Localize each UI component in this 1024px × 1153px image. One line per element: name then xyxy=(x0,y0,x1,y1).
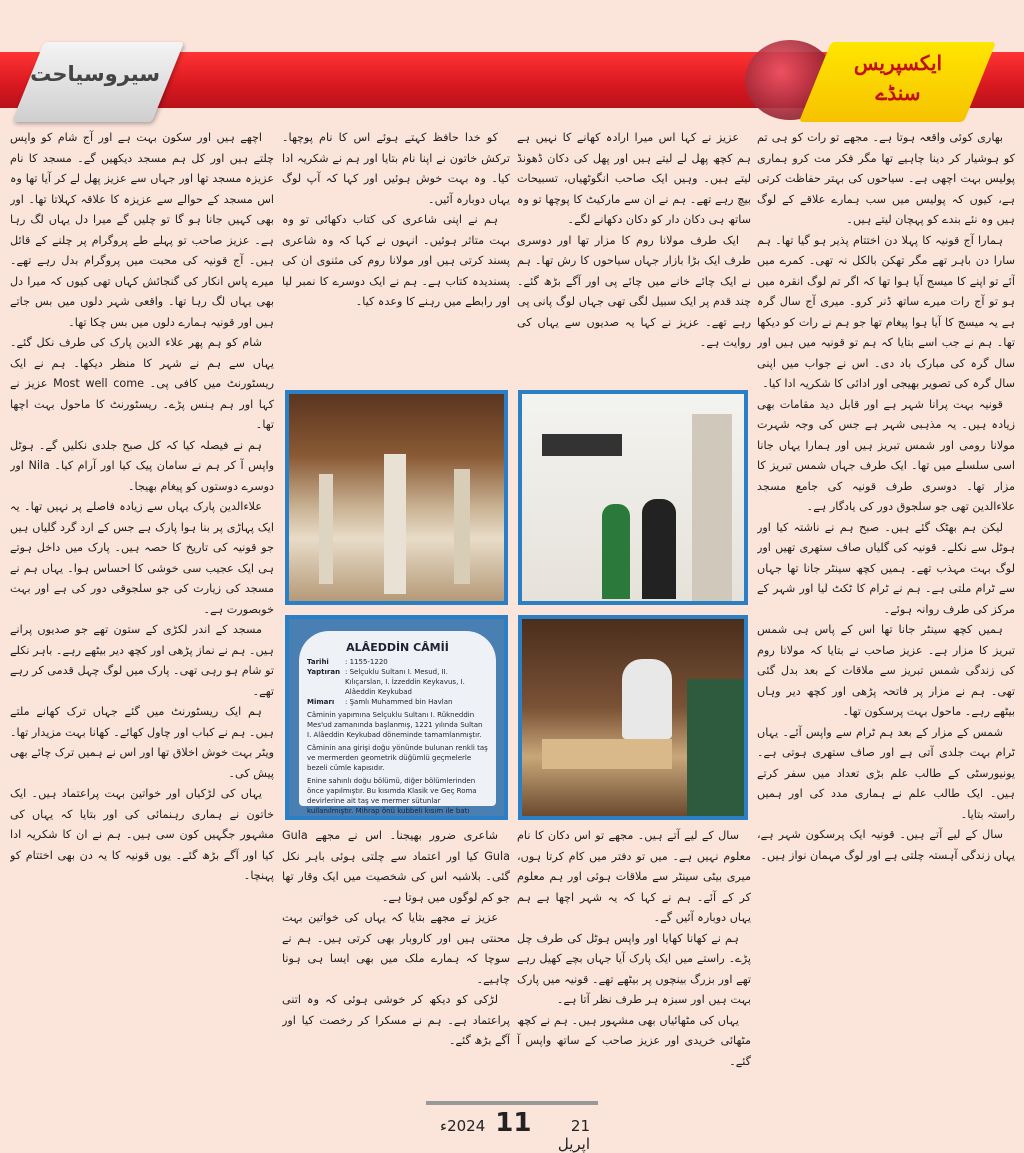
paragraph: عزیز نے مجھے بتایا کہ یہاں کی خواتین بہت محنتی ہیں اور کاروبار بھی کرتی ہیں۔ ہم نے سوچا کہ ہمارے ملک میں بھی ایسا ہی ہونا چاہیے۔ xyxy=(282,911,510,986)
paragraph: شاعری ضرور بھیجنا۔ اس نے مجھے Gula Gula کیا اور اعتماد سے چلتی ہوئی باہر نکل گئی۔ بلاشبہ اس کی شخصیت میں ایک وقار تھا جو کم لوگوں میں ہوتا ہے۔ xyxy=(282,829,510,904)
sign-paragraph: Câminin yapımına Selçuklu Sultanı I. Rükneddin Mes'ud zamanında başlanmış, 1221 yılında Sultan I. Alâeddin Keykubad döneminde tamamlanmıştır. xyxy=(307,711,483,739)
sign-label: Tarihi xyxy=(307,658,329,666)
paragraph: علاءالدین پارک یہاں سے زیادہ فاصلے پر نہیں تھا۔ یہ ایک پہاڑی پر بنا ہوا پارک ہے جس کے ارد گرد گلیاں ہیں جو قونیہ کی تاریخ کا حصہ ہیں۔ پارک میں داخل ہوتے ہی ایک عجیب سی خوشی کا احساس ہوا۔ یہاں ہم نے مسجد کی زیارت کی جو سلجوقی دور کی ہے اور بہت خوبصورت ہے۔ xyxy=(10,500,274,616)
photo-mosque-sign xyxy=(285,615,508,820)
photo-restaurant xyxy=(518,615,748,820)
paragraph: ہم نے فیصلہ کیا کہ کل صبح جلدی نکلیں گے۔ ہوٹل واپس آ کر ہم نے سامان پیک کیا اور آرام کیا۔ Nila اور دوسرے دوستوں کو پیغام بھیجا۔ xyxy=(10,438,274,493)
article-column-4 xyxy=(10,128,274,1088)
paragraph: ہمیں کچھ سینٹر جانا تھا اس کے پاس ہی شمس تبریز کا مزار ہے۔ عزیز صاحب نے بتایا کہ مولانا روم کی زندگی شمس تبریز سے ملاقات کے بعد بدل گئی تھی۔ ہم نے مزار پر فاتحہ پڑھی اور کچھ دیر وہاں بیٹھے رہے۔ ماحول بہت پرسکون تھا۔ xyxy=(757,623,1015,718)
paragraph: لڑکی کو دیکھ کر خوشی ہوئی کہ وہ اتنی پراعتماد ہے۔ ہم نے مسکرا کر رخصت کیا اور آگے بڑھ گئے۔ xyxy=(282,993,510,1047)
sign-title: ALÂEDDİN CÂMİİ xyxy=(346,641,449,654)
logo: ایکسپریس سنڈے xyxy=(853,51,943,105)
paragraph: اچھے ہیں اور سکون بہت ہے اور آج شام کو واپس چلتے ہیں اور کل ہم مسجد دیکھیں گے۔ مسجد کا نام عزیزہ مسجد تھا اور جہاں سے عزیز پھل لے کر آیا تھا وہ اس مسجد کے حوالے سے عزیزہ کا علاقہ کہلاتا تھا۔ اور بھی کہیں جانا ہو گا تو چلیں گے میرا دل یہاں لگ رہا ہے۔ عزیز صاحب تو پہلے طے پروگرام پر چلنے کے قائل ہیں۔ آج قونیہ کی محبت میں پروگرام بدل رہے تھے۔ میرے پاس انکار کی گنجائش کہاں تھی کیوں کہ میرا دل بھی یہاں لگ رہا تھا۔ واقعی شہر دلوں میں بس جاتے ہیں اور قونیہ ہمارے دلوں میں بس چکا تھا۔ xyxy=(10,131,274,329)
footer-date: 21 اپریل xyxy=(557,1117,590,1153)
paragraph: ہمارا آج قونیہ کا پہلا دن اختتام پذیر ہو گیا تھا۔ ہم سارا دن باہر تھے مگر تھکن بالکل نہ تھی۔ کمرے میں آئے تو اپنے کا میسج آیا ہوا تھا کہ اگر تم لوگ انقرہ میں ہو تو آج رات میرے ساتھ ڈنر کرو۔ میری آج سال گرہ ہے یہ میسج کا آیا ہوا پیغام تھا جو ہم نے رات کو دیکھا تھا۔ ہم نے جب اسے بتایا کہ ہم تو قونیہ میں ہیں اور سال گرہ کی مبارک باد دی۔ اس نے جواب میں اپنی سال گرہ کی تصویر بھیجی اور ادائی کا شکریہ ادا کیا۔ xyxy=(757,233,1015,390)
sign-label: Yaptıran xyxy=(307,668,341,676)
paragraph: قونیہ بہت پرانا شہر ہے اور قابل دید مقامات بھی زیادہ ہیں۔ یہ مذہبی شہر ہے جس کی وجہ شہرت مولانا رومی اور شمس تبریز ہیں اور ہمارا یہاں جانا اسی سلسلے میں تھا۔ ایک طرف جہاں شمس تبریز کا مزار تھا۔ دوسری طرف قونیہ کی جامع مسجد علاءالدین تھی جو سلجوق دور کی یادگار ہے۔ xyxy=(757,397,1015,513)
paragraph: ہم ایک ریسٹورنٹ میں گئے جہاں ترک کھانے ملتے ہیں۔ ہم نے کباب اور چاول کھائے۔ کھانا بہت مزیدار تھا۔ ویٹر بہت خوش اخلاق تھا اور اس نے ہمیں ترک چائے بھی پیش کی۔ xyxy=(10,705,274,780)
sign-label: Mimarı xyxy=(307,698,335,706)
paragraph: ایک طرف مولانا روم کا مزار تھا اور دوسری طرف ایک بڑا بازار جہاں سیاحوں کا رش تھا۔ ہم نے ایک چائے خانے میں چائے پی اور آگے بڑھ گئے۔ چند قدم پر ایک سبیل لگی تھی جہاں لوگ پانی پی رہے تھے۔ عزیز نے کہا یہ صدیوں سے یہاں کی روایت ہے۔ xyxy=(517,233,751,349)
mosque-info-sign xyxy=(299,631,496,815)
paragraph: سال کے لیے آتے ہیں۔ مجھے تو اس دکان کا نام معلوم نہیں ہے۔ میں تو دفتر میں کام کرتا ہوں، میری بیٹی سینٹر سے ملاقات ہوئی اور ہم معلوم کر کے آئے۔ ہم نے کہا کہ یہ شہر اچھا ہے ہم یہاں دوبارہ آئیں گے۔ xyxy=(517,829,751,924)
sign-value: : 1155-1220 xyxy=(345,658,388,666)
paragraph: بھاری کوئی واقعہ ہوتا ہے۔ مجھے تو رات کو ہی تم کو ہوشیار کر دینا چاہیے تھا مگر فکر مت کرو ہماری پولیس بہت اچھی ہے۔ سیاحوں کی بہتر حفاظت کرتی ہے، کیوں کہ پولیس میں سب ہمارے علاقے کے لوگ ہیں وہ نئے بندے کو پہچان لیتے ہیں۔ xyxy=(757,131,1015,226)
photo-dervish-museum xyxy=(518,390,748,605)
sign-paragraph: Câminin ana girişi doğu yönünde bulunan renkli taş ve mermerden geometrik düğümlü geçmelerle bezeli cümle kapısıdır. xyxy=(307,744,488,772)
paragraph: ہم نے اپنی شاعری کی کتاب دکھائی تو وہ بہت متاثر ہوئیں۔ انہوں نے کہا کہ وہ شاعری پسند کرتی ہیں اور مولانا روم کی مثنوی ان کی پسندیدہ کتاب ہے۔ ہم نے ایک دوسرے کا نمبر لیا اور رابطے میں رہنے کا وعدہ کیا۔ xyxy=(282,213,510,308)
sign-value: : Şamlı Muhammed bin Havlan xyxy=(345,698,453,706)
paragraph: کو خدا حافظ کہتے ہوئے اس کا نام پوچھا۔ ترکش خاتون نے اپنا نام بتایا اور ہم نے شکریہ ادا کیا۔ وہ بہت خوش ہوئیں اور کہا کہ آپ لوگ یہاں دوبارہ آئیں۔ xyxy=(282,131,510,206)
sign-row xyxy=(307,667,488,697)
sign-value: : Selçuklu Sultanı I. Mesud, II. Kılıçarslan, I. İzzeddin Keykavus, I. Alâeddin Keykubad xyxy=(345,668,465,696)
article-column-2-top xyxy=(517,128,751,386)
paragraph: شمس کے مزار کے بعد ہم ٹرام سے واپس آئے۔ یہاں ٹرام بہت جلدی آتی ہے اور صاف ستھری ہوتی ہے۔ یونیورسٹی کے طالب علم بڑی تعداد میں سفر کرتے ہیں۔ ایک طالب علم نے ہماری مدد کی اور ہمیں راستہ بتایا۔ xyxy=(757,725,1015,821)
footer-rule xyxy=(426,1101,598,1105)
paragraph: شام کو ہم پھر علاء الدین پارک کی طرف نکل گئے۔ یہاں سے ہم نے شہر کا منظر دیکھا۔ ہم نے ایک ریسٹورنٹ میں کافی پی۔ Most well come عزیز نے کہا اور ہم ہنس پڑے۔ ریسٹورنٹ کا ماحول بہت اچھا تھا۔ xyxy=(10,336,274,431)
article-column-1 xyxy=(757,128,1015,1088)
article-column-3-bottom xyxy=(282,826,510,1088)
footer-year: 2024ء xyxy=(440,1117,486,1135)
paragraph: سال کے لیے آتے ہیں۔ قونیہ ایک پرسکون شہر ہے، یہاں زندگی آہستہ چلتی ہے اور لوگ مہمان نواز ہیں۔ xyxy=(757,828,1015,862)
paragraph: لیکن ہم بھٹک گئے ہیں۔ صبح ہم نے ناشتہ کیا اور ہوٹل سے نکلے۔ قونیہ کی گلیاں صاف ستھری تھیں اور لوگ بہت مہذب تھے۔ ہمیں کچھ سینٹر جانا تھا جہاں سے ٹرام ملتی ہے۔ ہم نے ٹرام کا ٹکٹ لیا اور شہر کے مرکز کی طرف روانہ ہوئے۔ xyxy=(757,520,1015,616)
sign-paragraph: Enine sahınlı doğu bölümü, diğer bölümlerinden önce yapılmıştır. Bu kısımda Klasik ve Geç Roma devirlerine ait taş ve mermer sütunlar kullanılmıştır. Mihrap önü kubbeli kısım ile batı xyxy=(307,777,477,815)
sign-row xyxy=(307,657,488,667)
paragraph: یہاں کی مٹھائیاں بھی مشہور ہیں۔ ہم نے کچھ مٹھائی خریدی اور عزیز صاحب کے ساتھ واپس آ گئے۔ xyxy=(517,1013,751,1068)
sign-row xyxy=(307,697,488,707)
page-footer xyxy=(440,1108,590,1153)
photo-mosque-interior xyxy=(285,390,508,605)
paragraph: عزیز نے کہا اس میرا ارادہ کھانے کا نہیں ہے ہم کچھ پھل لے لیتے ہیں اور پھل کی دکان ڈھونڈ لیتے ہیں۔ وہیں ایک صاحب انگوٹھیاں، تسبیحات بیچ رہے تھے۔ ہم نے ان سے مارکیٹ کا پوچھا تو وہ ساتھ ہی دکان دار کو دکان دکھانے لگے۔ xyxy=(517,131,751,226)
paragraph: یہاں کی لڑکیاں اور خواتین بہت پراعتماد ہیں۔ ایک خاتون نے ہماری رہنمائی کی اور بتایا کہ یہاں کی مشہور جگہیں کون سی ہیں۔ ہم نے ان کا شکریہ ادا کیا اور آگے بڑھ گئے۔ یوں قونیہ کا یہ دن بھی اختتام کو پہنچا۔ xyxy=(10,787,274,882)
article-column-3-top xyxy=(282,128,510,386)
article-column-2-bottom xyxy=(517,826,751,1088)
section-title: سیروسیاحت xyxy=(30,62,160,86)
paragraph: مسجد کے اندر لکڑی کے ستون تھے جو صدیوں پرانے ہیں۔ ہم نے نماز پڑھی اور کچھ دیر بیٹھے رہے۔ باہر نکلے تو شام ہو رہی تھی۔ پارک میں لوگ چہل قدمی کر رہے تھے۔ xyxy=(10,623,274,698)
paragraph: ہم نے کھانا کھایا اور واپس ہوٹل کی طرف چل پڑے۔ راستے میں ایک پارک آیا جہاں بچے کھیل رہے تھے اور بزرگ بینچوں پر بیٹھے تھے۔ قونیہ میں پارک بہت ہیں اور سبزہ ہر طرف نظر آتا ہے۔ xyxy=(517,931,751,1006)
page-number: 11 xyxy=(495,1108,532,1138)
